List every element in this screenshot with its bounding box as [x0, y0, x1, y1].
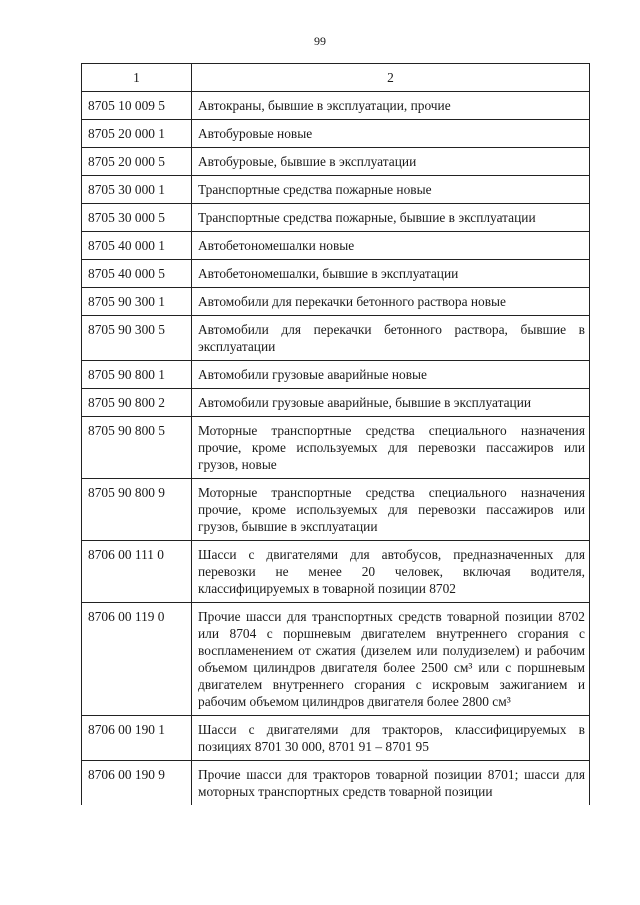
table-row — [82, 120, 590, 148]
description-cell: Шасси с двигателями для тракторов, классифицируемых в позициях 8701 30 000, 8701 91 – 8701 95 — [192, 716, 590, 761]
page-number: 99 — [314, 34, 326, 48]
table-row — [82, 148, 590, 176]
column-header-1: 1 — [82, 64, 192, 92]
header-row — [82, 64, 590, 92]
description-cell: Транспортные средства пожарные, бывшие в эксплуатации — [192, 204, 590, 232]
code-cell: 8705 10 009 5 — [82, 92, 192, 120]
code-cell: 8705 30 000 5 — [82, 204, 192, 232]
code-cell: 8706 00 190 9 — [82, 761, 192, 806]
table-row — [82, 232, 590, 260]
code-cell: 8706 00 119 0 — [82, 603, 192, 716]
description-cell: Автобетономешалки, бывшие в эксплуатации — [192, 260, 590, 288]
code-cell: 8706 00 111 0 — [82, 541, 192, 603]
table-row — [82, 417, 590, 479]
classification-table — [81, 63, 590, 805]
description-cell: Автомобили грузовые аварийные, бывшие в эксплуатации — [192, 389, 590, 417]
code-cell: 8705 90 800 2 — [82, 389, 192, 417]
table-row — [82, 716, 590, 761]
description-cell: Автомобили грузовые аварийные новые — [192, 361, 590, 389]
table-row — [82, 541, 590, 603]
description-cell: Транспортные средства пожарные новые — [192, 176, 590, 204]
description-cell: Автомобили для перекачки бетонного раствора, бывшие в эксплуатации — [192, 316, 590, 361]
table-row — [82, 603, 590, 716]
table-row — [82, 389, 590, 417]
code-cell: 8705 20 000 1 — [82, 120, 192, 148]
code-cell: 8706 00 190 1 — [82, 716, 192, 761]
description-cell: Автобуровые, бывшие в эксплуатации — [192, 148, 590, 176]
code-cell: 8705 90 800 5 — [82, 417, 192, 479]
description-cell: Автокраны, бывшие в эксплуатации, прочие — [192, 92, 590, 120]
table-row — [82, 479, 590, 541]
table-row — [82, 361, 590, 389]
code-cell: 8705 90 800 9 — [82, 479, 192, 541]
column-header-2: 2 — [192, 64, 590, 92]
description-cell: Автобуровые новые — [192, 120, 590, 148]
table-row — [82, 204, 590, 232]
description-cell: Шасси с двигателями для автобусов, предназначенных для перевозки не менее 20 человек, включая водителя, классифицируемых в товарной позиции 8702 — [192, 541, 590, 603]
code-cell: 8705 20 000 5 — [82, 148, 192, 176]
description-cell: Прочие шасси для транспортных средств товарной позиции 8702 или 8704 с поршневым двигателем внутреннего сгорания с воспламенением от сжатия (дизелем или полудизелем) и рабочим объемом цилиндров двигателя более 2500 см³ или с поршневым двигателем внутреннего сгорания с искровым зажиганием и рабочим объемом цилиндров двигателя более 2800 см³ — [192, 603, 590, 716]
table-row — [82, 288, 590, 316]
code-cell: 8705 40 000 1 — [82, 232, 192, 260]
description-cell: Автомобили для перекачки бетонного раствора новые — [192, 288, 590, 316]
code-cell: 8705 30 000 1 — [82, 176, 192, 204]
description-cell: Моторные транспортные средства специального назначения прочие, кроме используемых для перевозки пассажиров или грузов, новые — [192, 417, 590, 479]
table-row — [82, 761, 590, 806]
table-row — [82, 92, 590, 120]
code-cell: 8705 40 000 5 — [82, 260, 192, 288]
description-cell: Прочие шасси для тракторов товарной позиции 8701; шасси для моторных транспортных средств товарной позиции — [192, 761, 590, 806]
description-cell: Автобетономешалки новые — [192, 232, 590, 260]
code-cell: 8705 90 300 5 — [82, 316, 192, 361]
code-cell: 8705 90 800 1 — [82, 361, 192, 389]
code-cell: 8705 90 300 1 — [82, 288, 192, 316]
description-cell: Моторные транспортные средства специального назначения прочие, кроме используемых для перевозки пассажиров или грузов, бывшие в эксплуатации — [192, 479, 590, 541]
table-row — [82, 316, 590, 361]
table-row — [82, 260, 590, 288]
table-row — [82, 176, 590, 204]
